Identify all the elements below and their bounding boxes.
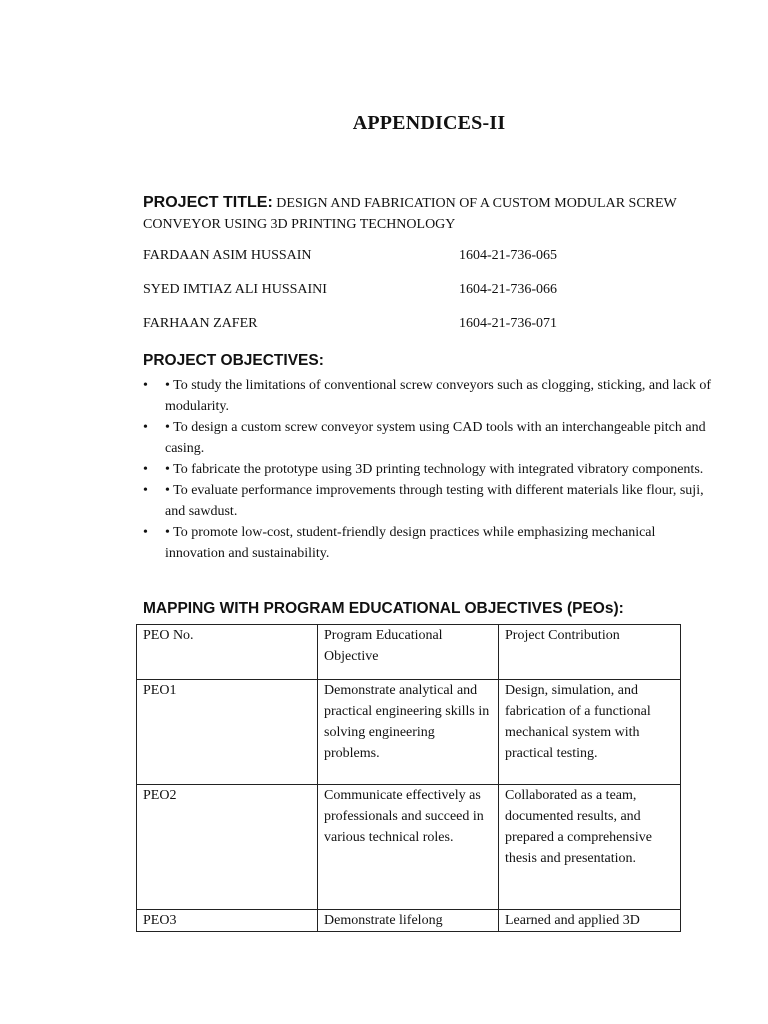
peo-mapping-table [136, 624, 681, 932]
objective-text: • To evaluate performance improvements through testing with different materials like flour, suji, and sawdust. [165, 483, 704, 519]
list-item [143, 480, 718, 522]
table-cell: Demonstrate analytical and practical engineering skills in solving engineering problems. [318, 680, 499, 785]
table-cell: Communicate effectively as professionals and succeed in various technical roles. [318, 785, 499, 910]
project-title-block [143, 192, 703, 235]
objective-text: • To study the limitations of conventional screw conveyors such as clogging, sticking, and lack of modularity. [165, 378, 712, 414]
bullet-icon: • [143, 462, 148, 477]
list-item [143, 417, 718, 459]
member-row [143, 248, 703, 282]
peo-mapping-heading: MAPPING WITH PROGRAM EDUCATIONAL OBJECTIVES (PEOs): [143, 600, 624, 617]
table-header-cell: Project Contribution [499, 625, 681, 680]
table-cell: Demonstrate lifelong [318, 910, 499, 932]
member-roll-number: 1604-21-736-065 [459, 248, 557, 263]
table-cell: Design, simulation, and fabrication of a functional mechanical system with practical testing. [499, 680, 681, 785]
table-row [137, 680, 681, 785]
member-roll-number: 1604-21-736-071 [459, 316, 557, 331]
bullet-icon: • [143, 525, 148, 540]
project-title-text: DESIGN AND FABRICATION OF A CUSTOM MODULAR SCREW CONVEYOR USING 3D PRINTING TECHNOLOGY [143, 196, 677, 232]
objective-text: • To fabricate the prototype using 3D printing technology with integrated vibratory components. [165, 462, 704, 477]
table-header-cell: PEO No. [137, 625, 318, 680]
table-cell: PEO1 [137, 680, 318, 785]
objective-text: • To design a custom screw conveyor system using CAD tools with an interchangeable pitch and casing. [165, 420, 706, 456]
project-title-label: PROJECT TITLE: [143, 194, 273, 211]
table-cell: PEO3 [137, 910, 318, 932]
table-header-row [137, 625, 681, 680]
table-row [137, 910, 681, 932]
objectives-heading: PROJECT OBJECTIVES: [143, 352, 324, 369]
team-members [143, 248, 703, 350]
bullet-icon: • [143, 483, 148, 498]
member-name: FARHAAN ZAFER [143, 316, 258, 331]
table-row [137, 785, 681, 910]
bullet-icon: • [143, 378, 148, 393]
page-title: APPENDICES-II [352, 112, 506, 134]
objectives-list [143, 375, 718, 564]
member-row [143, 316, 703, 350]
table-cell: PEO2 [137, 785, 318, 910]
list-item [143, 522, 718, 564]
objective-text: • To promote low-cost, student-friendly design practices while emphasizing mechanical innovation and sustainability. [165, 525, 656, 561]
member-name: FARDAAN ASIM HUSSAIN [143, 248, 312, 263]
member-row [143, 282, 703, 316]
bullet-icon: • [143, 420, 148, 435]
list-item [143, 459, 718, 480]
list-item [143, 375, 718, 417]
member-name: SYED IMTIAZ ALI HUSSAINI [143, 282, 327, 297]
member-roll-number: 1604-21-736-066 [459, 282, 557, 297]
table-cell: Learned and applied 3D [499, 910, 681, 932]
table-header-cell: Program Educational Objective [318, 625, 499, 680]
table-cell: Collaborated as a team, documented results, and prepared a comprehensive thesis and presentation. [499, 785, 681, 910]
